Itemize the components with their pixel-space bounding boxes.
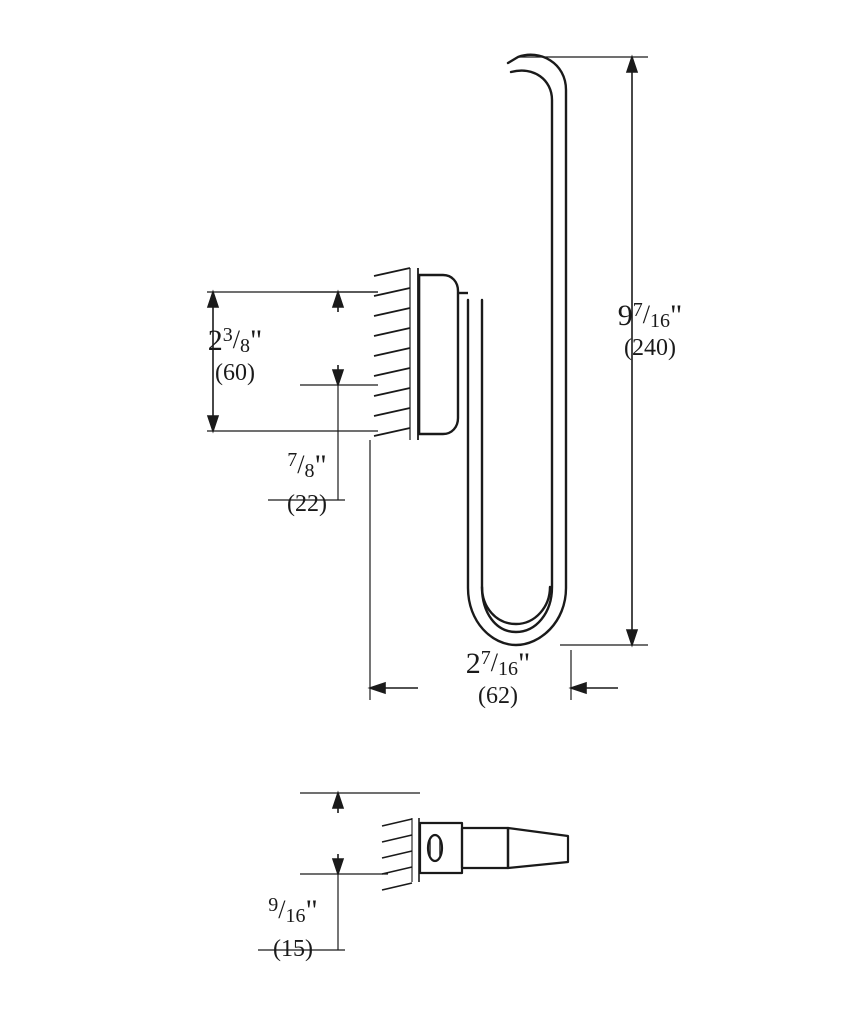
plate-offset-num: 7: [287, 449, 298, 471]
plate-height-inch-mark: ": [249, 324, 263, 357]
plate-offset-inch-mark: ": [314, 449, 327, 482]
side-depth-mm: (15): [273, 935, 313, 962]
height-overall-num: 7: [632, 299, 643, 321]
label-width-overall: $2^7/16$" (62): [418, 648, 578, 709]
width-overall-inch-mark: ": [517, 647, 531, 680]
width-overall-num: 7: [480, 647, 491, 669]
width-overall-inches-whole: 2: [465, 647, 481, 680]
side-view-geometry: [420, 823, 568, 873]
label-side-depth: $^9$/16" (15): [218, 895, 368, 962]
label-plate-offset: $^7$/8" (22): [232, 450, 382, 517]
plate-height-mm: (60): [215, 359, 255, 386]
height-overall-inches-whole: 9: [617, 299, 633, 332]
plate-offset-den: 8: [304, 460, 315, 482]
label-height-overall: $9^7/16$" (240): [570, 300, 730, 361]
plate-height-den: 8: [239, 335, 250, 357]
width-overall-den: 16: [497, 658, 518, 680]
label-plate-height: $2^3/8$" (60): [155, 325, 315, 386]
wall-hatch-side: [382, 818, 419, 890]
width-overall-mm: (62): [478, 682, 518, 709]
wall-plate-front: [419, 275, 468, 434]
height-overall-mm: (240): [624, 334, 676, 361]
plate-height-inches-whole: 2: [207, 324, 223, 357]
plate-height-num: 3: [222, 324, 233, 346]
wall-hatch-front: [374, 268, 418, 440]
height-overall-inch-mark: ": [669, 299, 683, 332]
side-depth-num: 9: [268, 894, 279, 916]
height-overall-den: 16: [649, 310, 670, 332]
plate-offset-mm: (22): [287, 490, 327, 517]
side-depth-inch-mark: ": [305, 894, 318, 927]
side-depth-den: 16: [285, 905, 306, 927]
front-view-geometry: [468, 55, 566, 645]
